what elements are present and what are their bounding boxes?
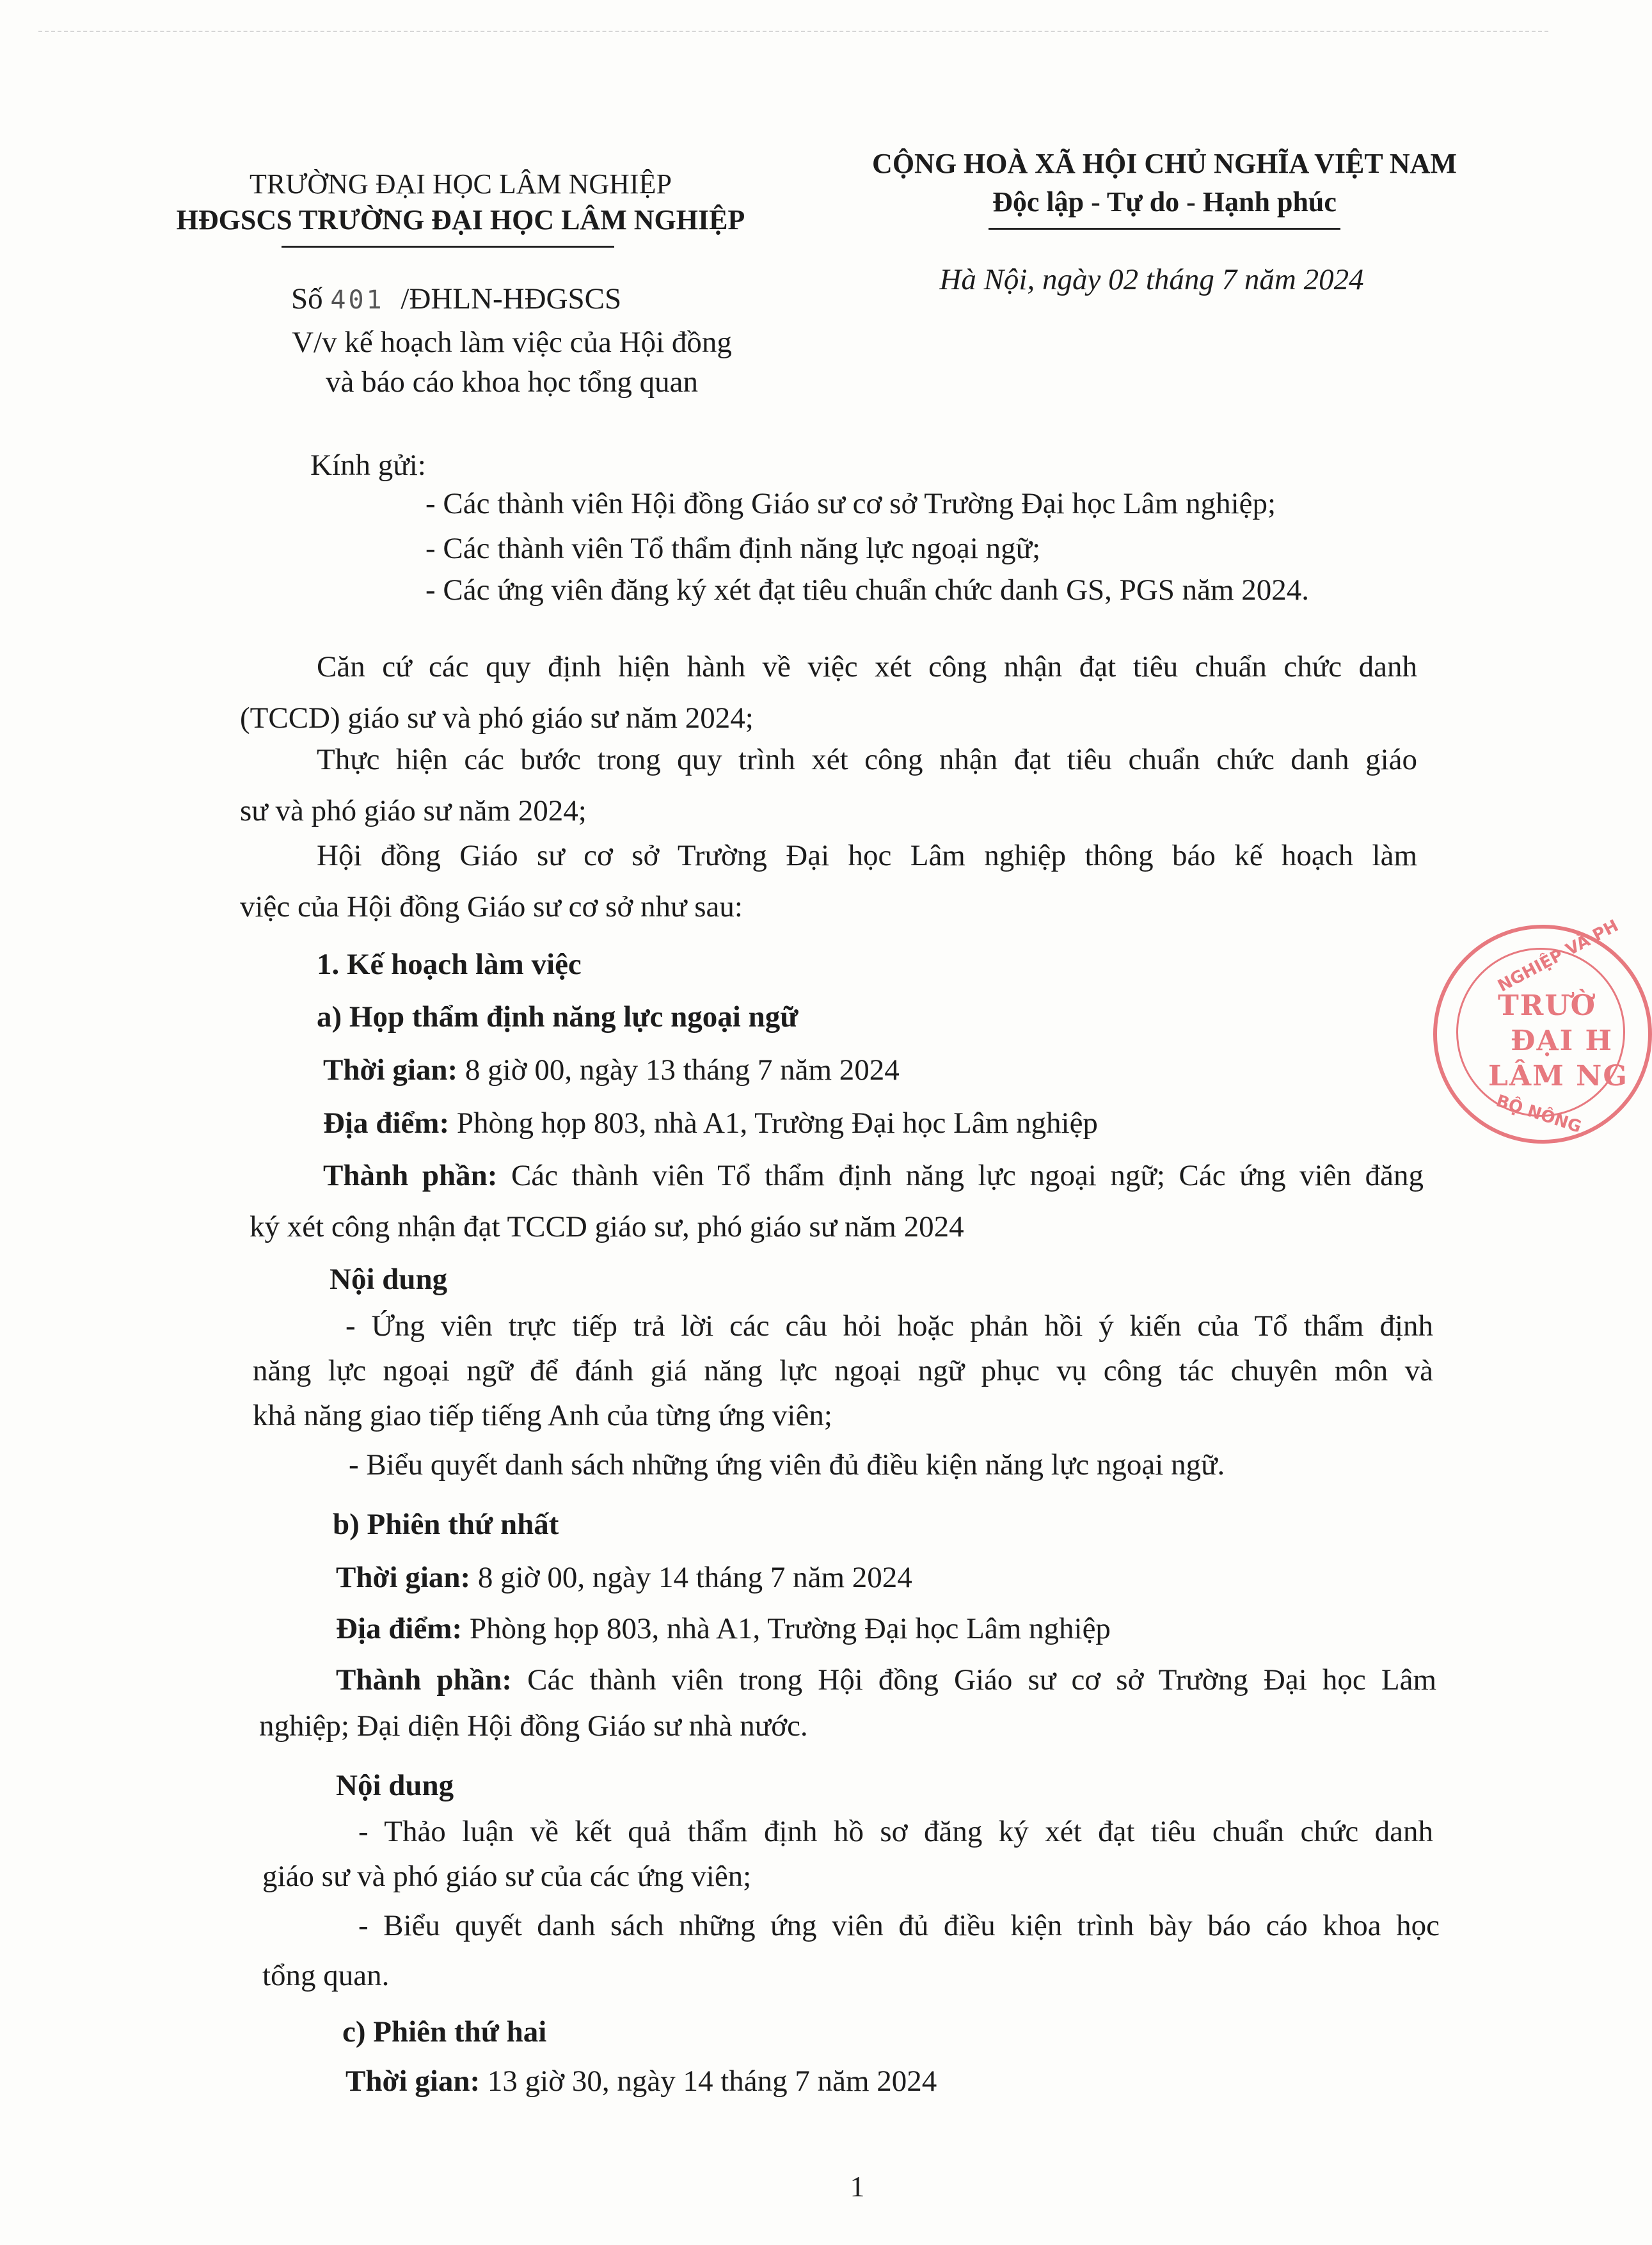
motto: Độc lập - Tự do - Hạnh phúc bbox=[992, 186, 1337, 218]
subject-line-2: và báo cáo khoa học tổng quan bbox=[325, 365, 699, 399]
page-number: 1 bbox=[850, 2170, 865, 2203]
stamp-text: ĐẠI H bbox=[1511, 1025, 1614, 1057]
stamp-arc-text: NGHIỆP VÀ PH bbox=[1495, 916, 1622, 996]
time-label: Thời gian: bbox=[336, 1561, 471, 1594]
doc-number-handwritten: 401 bbox=[330, 285, 385, 315]
b-content-item-cont: giáo sư và phó giáo sư của các ứng viên; bbox=[262, 1860, 752, 1893]
time-value: 8 giờ 00, ngày 13 tháng 7 năm 2024 bbox=[465, 1053, 900, 1087]
motto-underline bbox=[989, 228, 1340, 230]
a-place bbox=[323, 1106, 1098, 1140]
c-time bbox=[345, 2064, 937, 2098]
council-underline bbox=[282, 246, 614, 248]
b-members bbox=[336, 1663, 1436, 1697]
subsection-title-b: b) Phiên thứ nhất bbox=[333, 1508, 559, 1541]
recipient-item: - Các ứng viên đăng ký xét đạt tiêu chuẩn chức danh GS, PGS năm 2024. bbox=[425, 573, 1310, 607]
members-value: Các thành viên trong Hội đồng Giáo sư cơ sở Trường Đại học Lâm bbox=[527, 1663, 1437, 1697]
recipient-item: - Các thành viên Hội đồng Giáo sư cơ sở Trường Đại học Lâm nghiệp; bbox=[425, 487, 1276, 520]
doc-prefix: Số bbox=[291, 282, 323, 316]
b-content-item-cont: tổng quan. bbox=[262, 1959, 390, 1992]
paragraph-announcement-cont: việc của Hội đồng Giáo sư cơ sở như sau: bbox=[240, 890, 743, 923]
content-label: Nội dung bbox=[330, 1263, 448, 1296]
place-value: Phòng họp 803, nhà A1, Trường Đại học Lâm nghiệp bbox=[456, 1107, 1098, 1140]
members-label: Thành phần: bbox=[336, 1663, 512, 1697]
org-name: TRƯỜNG ĐẠI HỌC LÂM NGHIỆP bbox=[250, 168, 672, 200]
a-content-item: - Biểu quyết danh sách những ứng viên đủ điều kiện năng lực ngoại ngữ. bbox=[349, 1448, 1225, 1482]
doc-number-line bbox=[291, 282, 621, 316]
paragraph-basis-cont: (TCCD) giáo sư và phó giáo sư năm 2024; bbox=[240, 701, 754, 735]
a-time bbox=[323, 1053, 900, 1087]
section-title: 1. Kế hoạch làm việc bbox=[317, 948, 582, 981]
council-name: HĐGSCS TRƯỜNG ĐẠI HỌC LÂM NGHIỆP bbox=[176, 204, 745, 236]
a-content-item: - Ứng viên trực tiếp trả lời các câu hỏi hoặc phản hồi ý kiến của Tổ thẩm định bbox=[345, 1309, 1433, 1343]
paragraph-announcement: Hội đồng Giáo sư cơ sở Trường Đại học Lâm nghiệp thông báo kế hoạch làm bbox=[317, 839, 1417, 872]
members-label: Thành phần: bbox=[323, 1159, 498, 1192]
place-label: Địa điểm: bbox=[323, 1107, 450, 1140]
members-value: Các thành viên Tổ thẩm định năng lực ngoại ngữ; Các ứng viên đăng bbox=[511, 1159, 1424, 1192]
time-value: 13 giờ 30, ngày 14 tháng 7 năm 2024 bbox=[487, 2065, 937, 2098]
content-label: Nội dung bbox=[336, 1769, 454, 1802]
subsection-title-c: c) Phiên thứ hai bbox=[342, 2015, 547, 2049]
stamp-text: LÂM NG bbox=[1488, 1060, 1628, 1092]
a-members-cont: ký xét công nhận đạt TCCD giáo sư, phó giáo sư năm 2024 bbox=[250, 1210, 964, 1243]
stamp-arc-text: BỘ NÔNG bbox=[1493, 1091, 1584, 1137]
recipient-item: - Các thành viên Tổ thẩm định năng lực ngoại ngữ; bbox=[425, 532, 1041, 565]
stamp-text: TRƯỜ bbox=[1498, 989, 1597, 1022]
time-label: Thời gian: bbox=[345, 2065, 481, 2098]
b-time bbox=[336, 1560, 912, 1595]
b-place bbox=[336, 1611, 1111, 1646]
a-content-item-cont: khả năng giao tiếp tiếng Anh của từng ứng viên; bbox=[253, 1399, 832, 1432]
paragraph-procedure-cont: sư và phó giáo sư năm 2024; bbox=[240, 794, 587, 827]
greeting: Kính gửi: bbox=[310, 449, 426, 482]
official-stamp bbox=[1433, 916, 1652, 1144]
place-value: Phòng họp 803, nhà A1, Trường Đại học Lâm nghiệp bbox=[469, 1612, 1111, 1645]
country-name: CỘNG HOÀ XÃ HỘI CHỦ NGHĨA VIỆT NAM bbox=[872, 148, 1457, 179]
scan-edge-line bbox=[38, 31, 1548, 32]
b-members-cont: nghiệp; Đại diện Hội đồng Giáo sư nhà nước. bbox=[259, 1709, 808, 1743]
b-content-item: - Biểu quyết danh sách những ứng viên đủ điều kiện trình bày báo cáo khoa học bbox=[358, 1909, 1440, 1942]
time-label: Thời gian: bbox=[323, 1053, 458, 1087]
subsection-title-a: a) Họp thẩm định năng lực ngoại ngữ bbox=[317, 1000, 798, 1034]
a-content-item-cont: năng lực ngoại ngữ để đánh giá năng lực ngoại ngữ phục vụ công tác chuyên môn và bbox=[253, 1354, 1433, 1387]
paragraph-basis: Căn cứ các quy định hiện hành về việc xét công nhận đạt tiêu chuẩn chức danh bbox=[317, 650, 1417, 683]
time-value: 8 giờ 00, ngày 14 tháng 7 năm 2024 bbox=[477, 1561, 912, 1594]
subject-line-1: V/v kế hoạch làm việc của Hội đồng bbox=[292, 326, 732, 359]
document-date: Hà Nội, ngày 02 tháng 7 năm 2024 bbox=[939, 263, 1364, 296]
paragraph-procedure: Thực hiện các bước trong quy trình xét công nhận đạt tiêu chuẩn chức danh giáo bbox=[317, 743, 1417, 776]
place-label: Địa điểm: bbox=[336, 1612, 463, 1645]
doc-suffix: /ĐHLN-HĐGSCS bbox=[401, 282, 622, 316]
a-members bbox=[323, 1158, 1424, 1193]
b-content-item: - Thảo luận về kết quả thẩm định hồ sơ đăng ký xét đạt tiêu chuẩn chức danh bbox=[358, 1815, 1433, 1848]
